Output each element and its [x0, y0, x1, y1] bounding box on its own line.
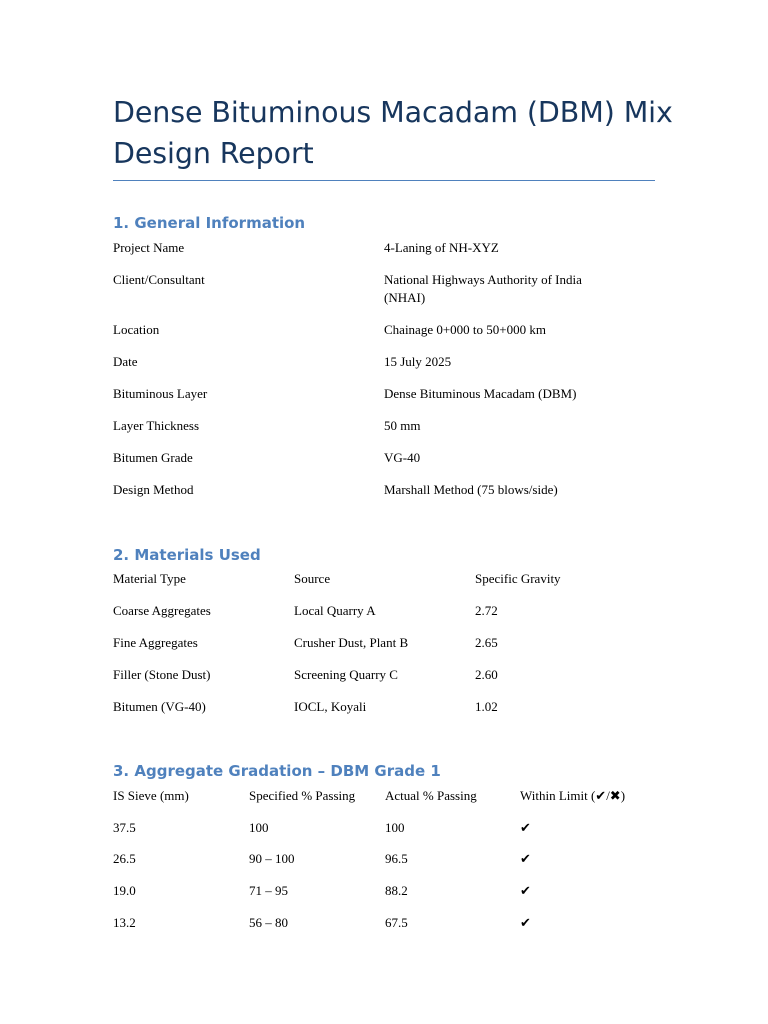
section-heading-materials-used: 2. Materials Used	[113, 546, 261, 564]
section-heading-general-information: 1. General Information	[113, 214, 306, 232]
field-value: 15 July 2025	[384, 354, 452, 369]
field-value: Chainage 0+000 to 50+000 km	[384, 322, 546, 337]
table-cell: 67.5	[385, 914, 408, 930]
table-cell: Fine Aggregates	[113, 635, 198, 650]
table-row	[113, 634, 655, 666]
field-label: Design Method	[113, 482, 194, 497]
document-title: Dense Bituminous Macadam (DBM) Mix Design Report	[113, 96, 673, 170]
field-label: Location	[113, 322, 160, 337]
field-value: VG-40	[384, 450, 421, 465]
table-row	[113, 666, 655, 698]
table-row	[113, 385, 624, 417]
table-cell: 71 – 95	[249, 882, 288, 898]
general-information-table	[113, 239, 624, 513]
field-value: Dense Bituminous Macadam (DBM)	[384, 386, 577, 401]
field-label: Bitumen Grade	[113, 450, 193, 465]
table-cell: 2.72	[475, 603, 498, 618]
field-value: National Highways Authority of India (NHAI)	[384, 272, 582, 305]
table-row	[113, 698, 655, 730]
table-row	[113, 321, 624, 353]
column-header: Actual % Passing	[385, 788, 477, 803]
table-cell: Filler (Stone Dust)	[113, 667, 211, 682]
check-mark-icon: ✔	[520, 914, 531, 930]
field-label: Project Name	[113, 240, 185, 255]
check-mark-icon: ✔	[520, 819, 531, 835]
table-cell: 26.5	[113, 851, 136, 867]
table-row	[113, 602, 655, 634]
table-row	[113, 449, 624, 481]
field-label: Date	[113, 354, 138, 369]
column-header: Source	[294, 571, 331, 586]
column-header: Material Type	[113, 571, 186, 586]
table-cell: 100	[385, 819, 405, 835]
table-cell: 100	[249, 819, 269, 835]
field-value: 4-Laning of NH-XYZ	[384, 240, 499, 255]
table-cell: 56 – 80	[249, 914, 288, 930]
field-label: Client/Consultant	[113, 272, 205, 287]
column-header: Within Limit (✔/✖)	[520, 788, 626, 803]
column-header: Specific Gravity	[475, 571, 561, 586]
table-cell: IOCL, Koyali	[294, 699, 367, 714]
aggregate-gradation-table	[113, 787, 655, 945]
section-heading-aggregate-gradation: 3. Aggregate Gradation – DBM Grade 1	[113, 762, 441, 780]
table-row	[113, 914, 655, 946]
table-cell: 90 – 100	[249, 851, 295, 867]
table-row	[113, 850, 655, 882]
table-cell: 2.60	[475, 667, 498, 682]
table-cell: Local Quarry A	[294, 603, 376, 618]
table-cell: 2.65	[475, 635, 498, 650]
column-header: IS Sieve (mm)	[113, 788, 189, 803]
table-cell: 19.0	[113, 882, 136, 898]
table-cell: Crusher Dust, Plant B	[294, 635, 409, 650]
table-row	[113, 882, 655, 914]
table-row	[113, 271, 624, 321]
table-cell: Screening Quarry C	[294, 667, 398, 682]
table-cell: 1.02	[475, 699, 498, 714]
table-row	[113, 819, 655, 851]
check-mark-icon: ✔	[520, 851, 531, 867]
table-row	[113, 239, 624, 271]
table-cell: Coarse Aggregates	[113, 603, 211, 618]
table-row	[113, 481, 624, 513]
field-value: 50 mm	[384, 418, 421, 433]
table-header-row	[113, 570, 655, 602]
table-cell: Bitumen (VG-40)	[113, 699, 206, 714]
table-row	[113, 353, 624, 385]
table-header-row	[113, 787, 655, 819]
field-label: Layer Thickness	[113, 418, 200, 433]
table-cell: 13.2	[113, 914, 136, 930]
table-cell: 88.2	[385, 882, 408, 898]
materials-table	[113, 570, 655, 730]
table-cell: 96.5	[385, 851, 408, 867]
column-header: Specified % Passing	[249, 788, 356, 803]
table-row	[113, 417, 624, 449]
field-label: Bituminous Layer	[113, 386, 208, 401]
title-divider	[113, 180, 655, 181]
field-value: Marshall Method (75 blows/side)	[384, 482, 558, 497]
check-mark-icon: ✔	[520, 882, 531, 898]
table-cell: 37.5	[113, 819, 136, 835]
